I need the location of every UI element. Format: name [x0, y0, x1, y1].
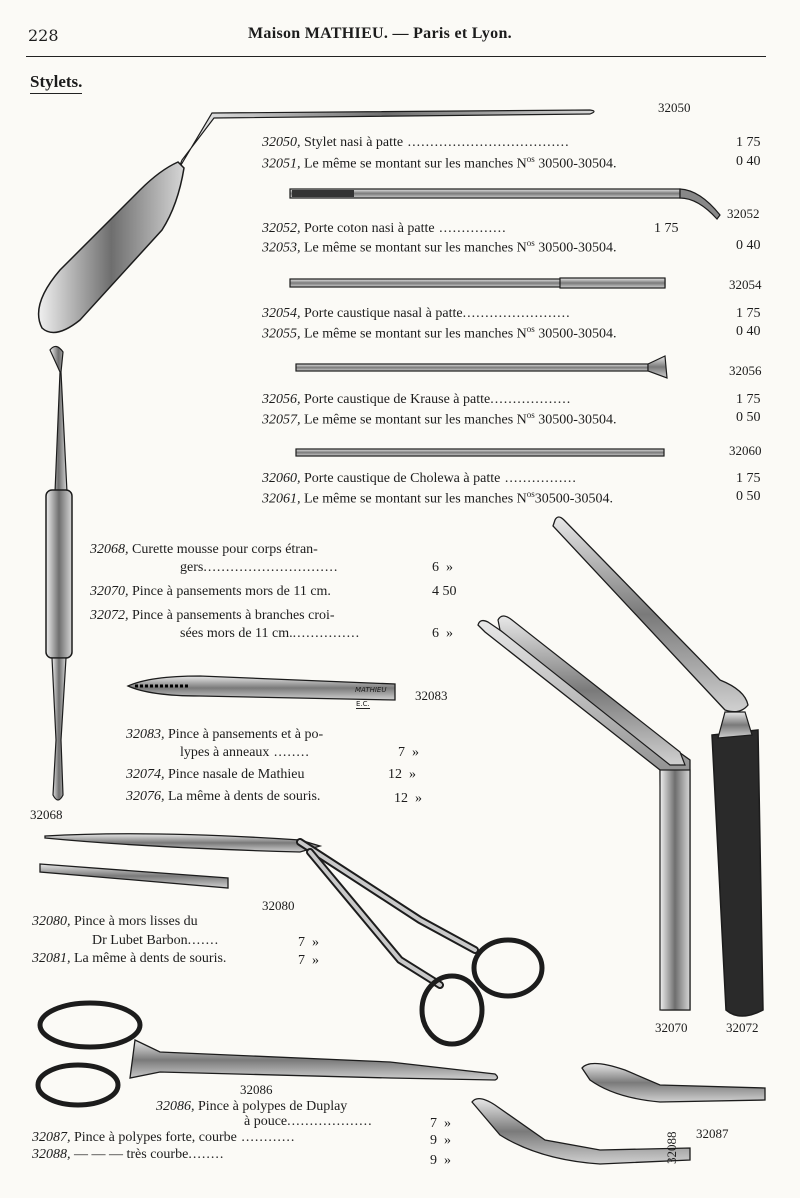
price-32076: 12 »	[394, 791, 422, 806]
engraved-ec-mark: E.C.	[356, 700, 370, 708]
price-32074: 12 »	[388, 767, 416, 782]
price-32083: 7 »	[398, 745, 419, 760]
list-item-32050: 32050, Stylet nasi à patte ....................................	[262, 135, 570, 150]
figure-label-32060: 32060	[729, 443, 762, 458]
list-item-32070: 32070, Pince à pansements mors de 11 cm.	[90, 584, 331, 599]
price-32072: 6 »	[432, 626, 453, 641]
price-32050: 1 75	[736, 135, 761, 150]
list-item-32068-cont: gers..............................	[180, 560, 339, 575]
porte-caustique-32056-illustration	[296, 356, 667, 378]
list-item-32076: 32076, La même à dents de souris.	[126, 789, 321, 804]
list-item-32053: 32053, Le même se montant sur les manches $N^{os}$ 30500-30504.	[262, 238, 617, 256]
list-item-32056: 32056, Porte caustique de Krause à patte..................	[262, 392, 572, 407]
list-item-32051: 32051, Le même se montant sur les manches $N^{os}$ 30500-30504.	[262, 154, 617, 172]
porte-caustique-32054-illustration	[290, 278, 665, 288]
list-item-32083-cont: lypes à anneaux ........	[180, 745, 310, 760]
list-item-32072: 32072, Pince à pansements à branches croi-	[90, 608, 335, 623]
price-32057: 0 50	[736, 410, 761, 425]
list-item-32088: 32088, — — — très courbe........	[32, 1147, 225, 1162]
price-32060: 1 75	[736, 471, 761, 486]
list-item-32057: 32057, Le même se montant sur les manches $N^{os}$ 30500-30504.	[262, 410, 617, 428]
figure-label-32083: 32083	[415, 688, 448, 703]
list-item-32086-cont: à pouce...................	[244, 1114, 373, 1129]
pince-32070-illustration	[478, 616, 690, 1010]
list-item-32072-cont: sées mors de 11 cm................	[180, 626, 361, 641]
page-number: 228	[28, 26, 59, 45]
list-item-32061: 32061, Le même se montant sur les manches $N^{os}30500-30504$.	[262, 489, 613, 507]
figure-label-32086: 32086	[240, 1082, 273, 1097]
list-item-32087: 32087, Pince à polypes forte, courbe ............	[32, 1130, 296, 1145]
figure-label-32070: 32070	[655, 1020, 688, 1035]
figure-label-32068: 32068	[30, 807, 63, 822]
list-item-32068: 32068, Curette mousse pour corps étran-	[90, 542, 318, 557]
list-item-32055: 32055, Le même se montant sur les manches $N^{os}$ 30500-30504.	[262, 324, 617, 342]
figure-label-32087: 32087	[696, 1126, 729, 1141]
price-32081: 7 »	[298, 953, 319, 968]
price-32070: 4 50	[432, 584, 457, 599]
list-item-32052: 32052, Porte coton nasi à patte ...............	[262, 221, 507, 236]
porte-caustique-32060-illustration	[296, 449, 664, 456]
list-item-32074: 32074, Pince nasale de Mathieu	[126, 767, 305, 782]
list-item-32054: 32054, Porte caustique nasal à patte........................	[262, 306, 571, 321]
price-32056: 1 75	[736, 392, 761, 407]
price-32051: 0 40	[736, 154, 761, 169]
price-32086: 7 »	[430, 1116, 451, 1131]
list-item-32080: 32080, Pince à mors lisses du	[32, 914, 198, 929]
price-32054: 1 75	[736, 306, 761, 321]
list-item-32080-cont: Dr Lubet Barbon.......	[92, 933, 220, 948]
section-title: Stylets.	[30, 72, 82, 94]
price-32080: 7 »	[298, 935, 319, 950]
list-item-32083: 32083, Pince à pansements et à po-	[126, 727, 324, 742]
porte-coton-32052-illustration	[290, 189, 720, 219]
list-item-32060: 32060, Porte caustique de Cholewa à patte ................	[262, 471, 577, 486]
price-32052: 1 75	[654, 221, 679, 236]
price-32053: 0 40	[736, 238, 761, 253]
list-item-32086: 32086, Pince à polypes de Duplay	[156, 1099, 348, 1114]
price-32055: 0 40	[736, 324, 761, 339]
figure-label-32056: 32056	[729, 363, 762, 378]
page-header-title: Maison MATHIEU. — Paris et Lyon.	[248, 25, 512, 42]
engraved-mathieu-mark: MATHIEU	[355, 686, 387, 694]
price-32088: 9 »	[430, 1153, 451, 1168]
pince-32087-illustration	[582, 1063, 765, 1102]
figure-label-32052: 32052	[727, 206, 760, 221]
price-32087: 9 »	[430, 1133, 451, 1148]
figure-label-32050: 32050	[658, 100, 691, 115]
figure-label-32054: 32054	[729, 277, 762, 292]
figure-label-32072: 32072	[726, 1020, 759, 1035]
curette-32068-illustration	[46, 346, 72, 800]
pince-32088-illustration	[472, 1099, 690, 1164]
price-32061: 0 50	[736, 489, 761, 504]
figure-label-32088: 32088	[664, 1131, 679, 1164]
price-32068: 6 »	[432, 560, 453, 575]
list-item-32081: 32081, La même à dents de souris.	[32, 951, 227, 966]
figure-label-32080: 32080	[262, 898, 295, 913]
